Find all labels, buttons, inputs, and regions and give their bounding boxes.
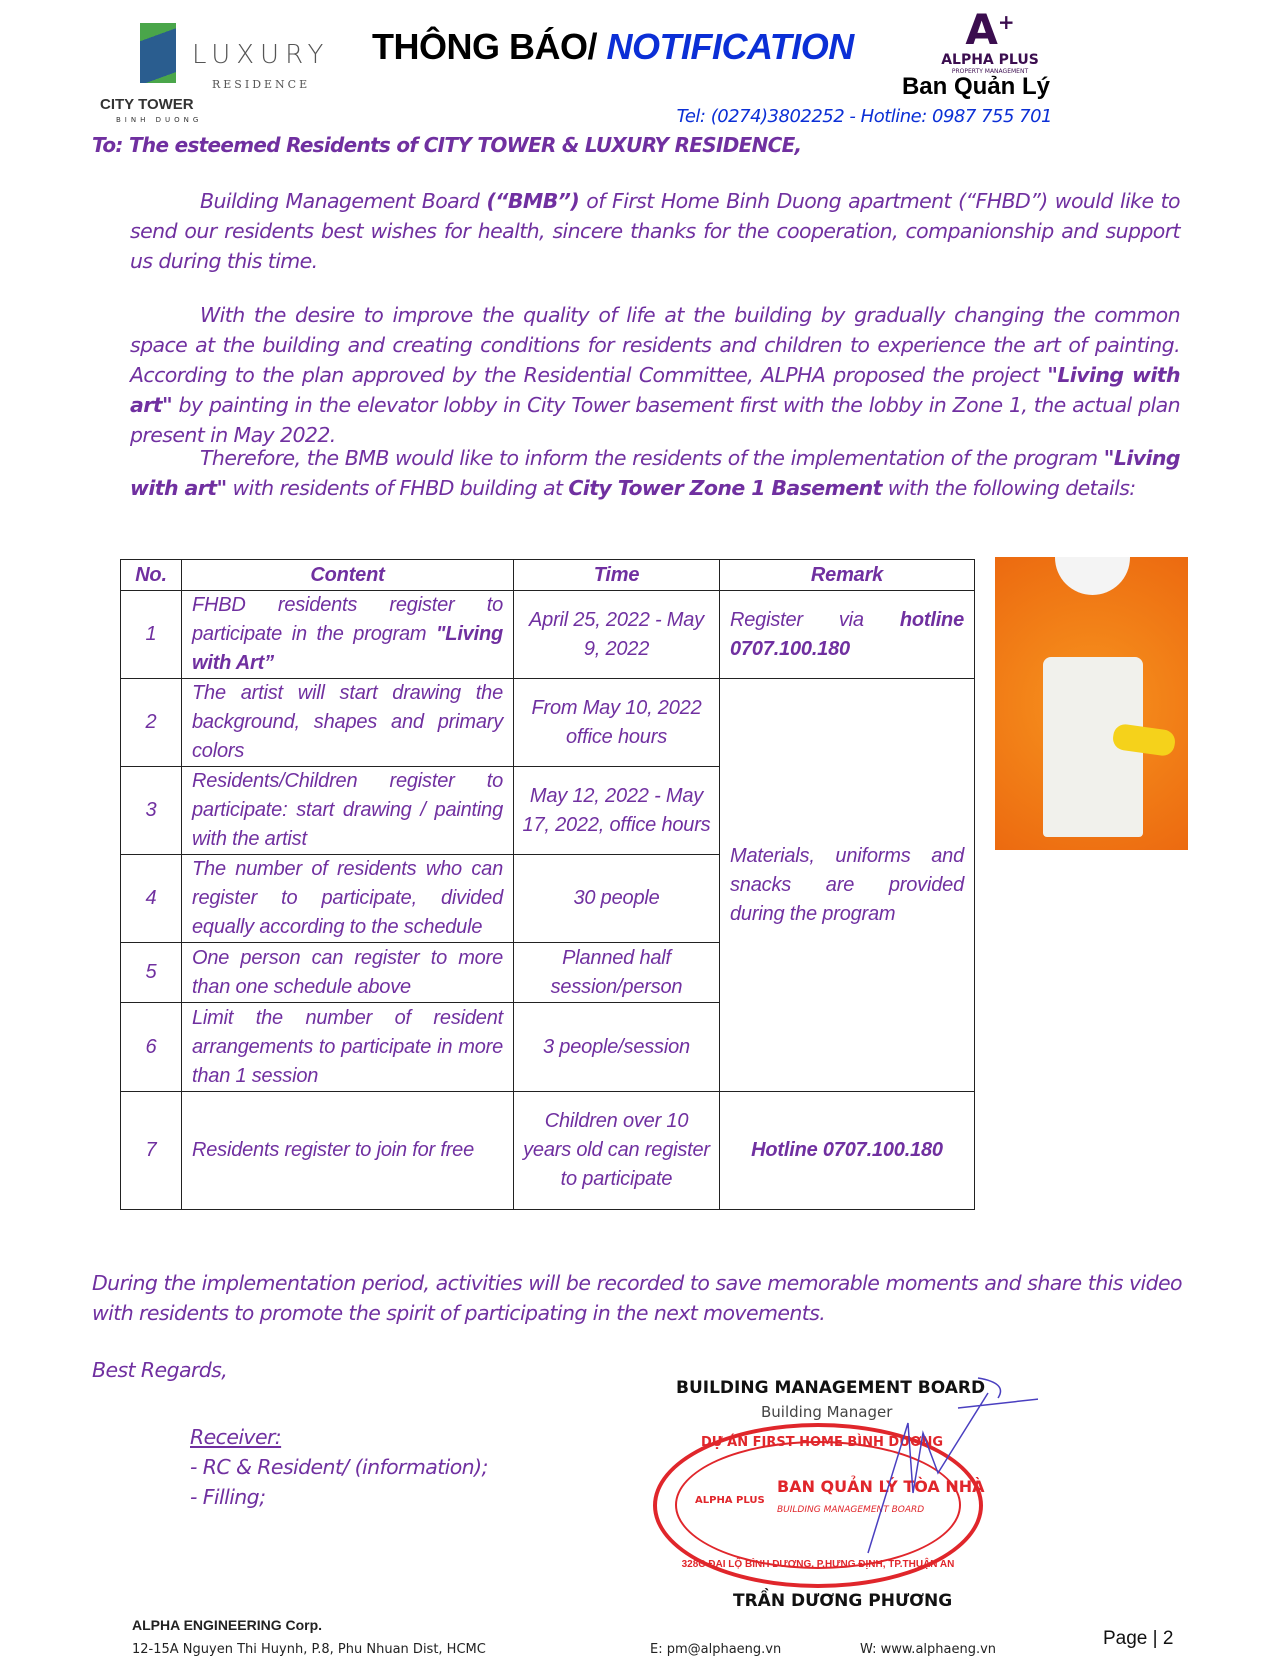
luxury-brand: LUXURY <box>192 40 330 70</box>
board-title: BUILDING MANAGEMENT BOARD <box>676 1378 986 1398</box>
city-tower-text: CITY TOWER <box>100 96 194 113</box>
alpha-brand: ALPHA PLUS <box>941 52 1039 68</box>
header-content: Content <box>182 560 514 591</box>
title-vn: THÔNG BÁO/ <box>372 26 607 67</box>
row-remark: Hotline 0707.100.180 <box>720 1092 975 1210</box>
residence-sub: RESIDENCE <box>212 78 311 91</box>
stamp-bottom-text: 328C ĐẠI LỘ BÌNH DƯƠNG, P.HƯNG ĐỊNH, TP.THUẬN AN <box>681 1559 955 1570</box>
building-logo-icon <box>140 23 176 83</box>
role-title: Building Manager <box>761 1403 893 1421</box>
row-no: 5 <box>121 943 182 1003</box>
signature-block <box>608 1353 1065 1613</box>
stamp-center-text: BAN QUẢN LÝ TÒA NHÀ <box>777 1477 985 1496</box>
row-no: 1 <box>121 591 182 679</box>
alpha-a-icon: A+ <box>965 5 1015 54</box>
page-number: Page | 2 <box>1103 1628 1174 1649</box>
header-remark: Remark <box>720 560 975 591</box>
table-row <box>121 591 975 679</box>
alpha-plus-logo <box>930 0 1050 75</box>
row-no: 4 <box>121 855 182 943</box>
row-content: One person can register to more than one schedule above <box>182 943 514 1003</box>
dept-name: Ban Quản Lý <box>901 73 1050 100</box>
merged-remark: Materials, uniforms and snacks are provided during the program <box>720 679 975 1092</box>
row-no: 3 <box>121 767 182 855</box>
binh-duong-text: BINH DUONG <box>116 116 203 124</box>
receiver-block <box>190 1422 488 1512</box>
best-regards: Best Regards, <box>92 1358 228 1382</box>
handwritten-signature-icon <box>708 1353 1038 1583</box>
row-content: The artist will start drawing the background, shapes and primary colors <box>182 679 514 767</box>
signer-name: TRẦN DƯƠNG PHƯƠNG <box>733 1591 953 1611</box>
header-time: Time <box>514 560 720 591</box>
receiver-label: Receiver: <box>190 1425 282 1449</box>
row-time: 30 people <box>514 855 720 943</box>
footer-company: ALPHA ENGINEERING Corp. <box>132 1617 323 1633</box>
row-time: April 25, 2022 - May 9, 2022 <box>514 591 720 679</box>
program-schedule-table <box>120 559 975 1210</box>
receiver-item: - Filling; <box>190 1485 266 1509</box>
paragraph-intro: Building Management Board (“BMB”) of First Home Binh Duong apartment (“FHBD”) would like to send our residents best wishes for health, sincere thanks for the cooperation, companionship and support us during this time. <box>130 189 1181 273</box>
notification-title <box>372 26 854 68</box>
apron-photo <box>995 557 1188 850</box>
paragraph-details: Therefore, the BMB would like to inform the residents of the implementation of the program "Living with art" with residents of FHBD building at City Tower Zone 1 Basement with the following details: <box>130 446 1180 500</box>
row-time: From May 10, 2022 office hours <box>514 679 720 767</box>
contact-line: Tel: (0274)3802252 - Hotline: 0987 755 701 <box>676 106 1052 127</box>
row-time: May 12, 2022 - May 17, 2022, office hours <box>514 767 720 855</box>
title-en: NOTIFICATION <box>606 26 854 67</box>
row-content: Residents register to join for free <box>182 1092 514 1210</box>
row-remark: Register via hotline 0707.100.180 <box>720 591 975 679</box>
row-no: 2 <box>121 679 182 767</box>
paragraph-project: With the desire to improve the quality of life at the building by gradually changing the common space at the building and creating conditions for residents and children to experience the art of painting. According to the plan approved by the Residential Committee, ALPHA proposed the project "Living with art" by painting in the elevator lobby in City Tower basement first with the lobby in Zone 1, the actual plan present in May 2022. <box>130 303 1180 447</box>
row-time: 3 people/session <box>514 1003 720 1092</box>
city-tower-logo <box>100 20 330 124</box>
table-row <box>121 679 975 767</box>
row-content: Limit the number of resident arrangements to participate in more than 1 session <box>182 1003 514 1092</box>
footer-web: W: www.alphaeng.vn <box>860 1642 997 1657</box>
footer-email: E: pm@alphaeng.vn <box>650 1642 782 1657</box>
row-time: Planned half session/person <box>514 943 720 1003</box>
alpha-sub: PROPERTY MANAGEMENT <box>951 68 1029 75</box>
row-time: Children over 10 years old can register to participate <box>514 1092 720 1210</box>
row-no: 6 <box>121 1003 182 1092</box>
header-no: No. <box>121 560 182 591</box>
helmet-icon <box>1055 557 1130 595</box>
row-content: FHBD residents register to participate in the program "Living with Art” <box>182 591 514 679</box>
stamp-top-text: DỰ ÁN FIRST HOME BÌNH DƯƠNG <box>701 1435 943 1450</box>
table-row <box>121 1092 975 1210</box>
closing-paragraph: During the implementation period, activities will be recorded to save memorable moments and share this video with residents to promote the spirit of participating in the next movements. <box>92 1271 1182 1325</box>
row-content: The number of residents who can register to participate, divided equally according to the schedule <box>182 855 514 943</box>
row-no: 7 <box>121 1092 182 1210</box>
recipient-line: To: The esteemed Residents of CITY TOWER & LUXURY RESIDENCE, <box>92 133 802 157</box>
stamp-alpha-logo: ALPHA PLUS <box>695 1495 765 1506</box>
table-header <box>121 560 975 591</box>
stamp-center-en: BUILDING MANAGEMENT BOARD <box>777 1505 925 1515</box>
footer-address: 12-15A Nguyen Thi Huynh, P.8, Phu Nhuan Dist, HCMC <box>132 1642 486 1657</box>
row-content: Residents/Children register to participate: start drawing / painting with the artist <box>182 767 514 855</box>
receiver-item: - RC & Resident/ (information); <box>190 1455 488 1479</box>
